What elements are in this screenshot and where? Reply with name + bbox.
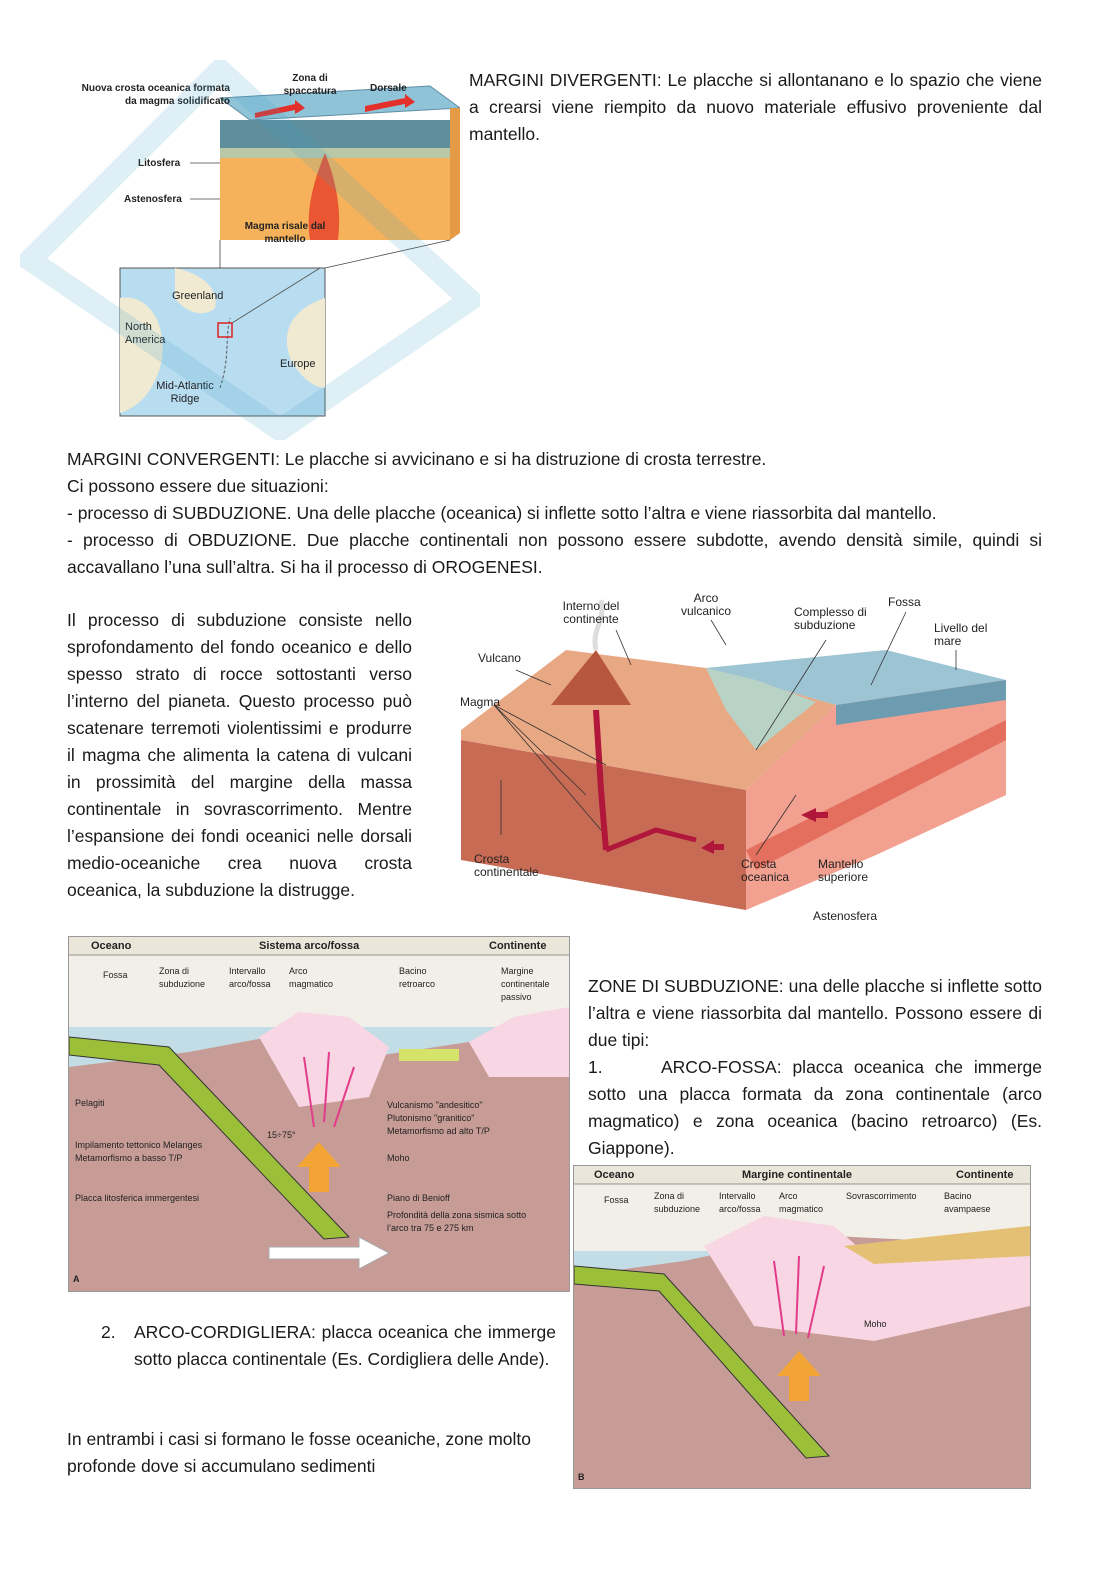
subduction-figure	[456, 590, 1016, 935]
fig-a-impilamento: Impilamento tettonico Melanges Metamorfismo a basso T/P	[75, 1140, 203, 1163]
fig-b-zona-subduzione: Zona di subduzione	[654, 1191, 701, 1214]
label-livello-mare: Livello del mare	[934, 621, 988, 648]
margini-convergenti-line2: Ci possono essere due situazioni:	[67, 476, 329, 496]
fig-a-placca: Placca litosferica immergentesi	[75, 1193, 200, 1203]
crust-band	[220, 148, 450, 158]
fig-a-bacino: Bacino retroarco	[399, 966, 436, 989]
label-magma: Magma	[460, 695, 501, 709]
label-dorsale: Dorsale	[370, 83, 407, 94]
conclusione-text: In entrambi i casi si formano le fosse oceaniche, zone molto profonde dove si accumulano sedimenti	[67, 1429, 531, 1476]
label-europe: Europe	[280, 358, 316, 370]
zone-subduzione-text: ZONE DI SUBDUZIONE: una delle placche si inflette sotto l’altra e viene riassorbita dal mantello. Possono essere di due tipi:	[588, 976, 1042, 1050]
fig-a-back-arc-basin	[399, 1049, 459, 1061]
label-crosta-continentale: Crosta continentale	[474, 852, 539, 879]
fig-a-profondita: Profondità della zona sismica sotto l’arco tra 75 e 275 km	[387, 1210, 527, 1233]
subduction-diagram	[456, 590, 1016, 935]
subduzione-paragraph: Il processo di subduzione consiste nello sprofondamento del fondo oceanico e dello spesso strato di rocce sottostanti verso l’interno del pianeta. Questo processo può scatenare terremoti violentissimi e produrre il magma che alimenta la catena di vulcani in prossimità del margine della massa continentale in sovrascorrimento. Mentre l’espansione dei fondi oceanici nelle dorsali medio-oceaniche crea nuova crosta oceanica, la subduzione la distrugge.	[67, 610, 412, 900]
figure-b-arco-cordigliera	[573, 1165, 1031, 1489]
fig-a-angolo: 15÷75°	[267, 1130, 296, 1140]
fig-a-intervallo: Intervallo arco/fossa	[229, 966, 271, 989]
arco-cordigliera-num: 2.	[101, 1322, 116, 1342]
fig-b-header-margine: Margine continentale	[742, 1169, 853, 1181]
fig-a-fossa: Fossa	[103, 970, 128, 980]
fig-a-letter: A	[73, 1274, 80, 1284]
figure-a-arco-fossa	[68, 936, 570, 1292]
label-magma: Magma risale dal mantello	[244, 221, 326, 245]
label-ridge: Mid-Atlantic Ridge	[156, 380, 214, 405]
fig-a-header-sistema: Sistema arco/fossa	[259, 940, 360, 952]
fig-b-header-continente: Continente	[956, 1169, 1014, 1181]
fig-a-arco-magmatico: Arco magmatico	[289, 966, 334, 989]
fig-a-margine: Margine continentale passivo	[501, 966, 550, 1002]
block-side-face	[450, 108, 460, 240]
fig-a-vulcanismo: Vulcanismo "andesitico" Plutonismo "granitico" Metamorfismo ad alto T/P	[387, 1100, 490, 1136]
margini-divergenti-text: MARGINI DIVERGENTI: Le placche si allontanano e lo spazio che viene a crearsi viene riempito da nuovo materiale effusivo proveniente dal mantello.	[469, 70, 1042, 144]
label-mantello-superiore: Mantello superiore	[818, 857, 869, 884]
fig-b-header-oceano: Oceano	[594, 1169, 635, 1181]
label-arco-vulcanico: Arco vulcanico	[680, 591, 732, 618]
label-astenosfera: Astenosfera	[124, 194, 182, 205]
divergent-figure	[80, 68, 460, 418]
arco-cordigliera-text: ARCO-CORDIGLIERA: placca oceanica che immerge sotto placca continentale (Es. Cordigliera delle Ande).	[134, 1322, 556, 1369]
fig-b-sovrascorrimento: Sovrascorrimento	[846, 1191, 917, 1201]
fig-a-pelagiti: Pelagiti	[75, 1098, 105, 1108]
label-vulcano: Vulcano	[478, 651, 521, 665]
margini-convergenti-line1: MARGINI CONVERGENTI: Le placche si avvicinano e si ha distruzione di crosta terrestre.	[67, 449, 767, 469]
fig-b-fossa: Fossa	[604, 1195, 629, 1205]
margini-convergenti-line3: - processo di SUBDUZIONE. Una delle placche (oceanica) si inflette sotto l’altra e viene riassorbita dal mantello.	[67, 503, 937, 523]
label-astenosfera: Astenosfera	[813, 909, 878, 923]
label-litosfera: Litosfera	[138, 158, 181, 169]
fig-b-moho: Moho	[864, 1319, 887, 1329]
fig-b-bacino: Bacino avampaese	[944, 1191, 991, 1214]
label-greenland: Greenland	[172, 290, 224, 302]
fig-b-intervallo: Intervallo arco/fossa	[719, 1191, 761, 1214]
fig-a-benioff: Piano di Benioff	[387, 1193, 450, 1203]
fig-a-moho: Moho	[387, 1153, 410, 1163]
fig-b-letter: B	[578, 1472, 585, 1482]
fig-a-header-continente: Continente	[489, 940, 547, 952]
label-fossa: Fossa	[888, 595, 921, 609]
label-north-america: North America	[125, 321, 166, 346]
label-nuova-crosta: Nuova crosta oceanica formata da magma solidificato	[81, 83, 230, 107]
fig-a-header-oceano: Oceano	[91, 940, 132, 952]
label-interno-continente: Interno del continente	[562, 599, 620, 626]
label-complesso-subduzione: Complesso di subduzione	[794, 605, 867, 632]
margini-convergenti-line4: - processo di OBDUZIONE. Due placche continentali non possono essere subdotte, avendo densità simile, quindi si accavallano l’una sull’altra. Si ha il processo di OROGENESI.	[67, 530, 1042, 577]
label-crosta-oceanica: Crosta oceanica	[741, 857, 790, 884]
lithosphere-band	[220, 120, 450, 148]
fig-b-arco-magmatico: Arco magmatico	[779, 1191, 824, 1214]
zone-subduzione-item1: ARCO-FOSSA: placca oceanica che immerge sotto una placca formata da zona continentale (arco magmatico) e zona oceanica (bacino retroarco) (Es. Giappone).	[588, 1057, 1042, 1158]
zone-subduzione-item1-num: 1.	[588, 1057, 603, 1077]
fig-a-continental-margin	[469, 1007, 569, 1077]
fig-a-zona-subduzione: Zona di subduzione	[159, 966, 206, 989]
label-zona-spaccatura: Zona di spaccatura	[283, 73, 337, 97]
